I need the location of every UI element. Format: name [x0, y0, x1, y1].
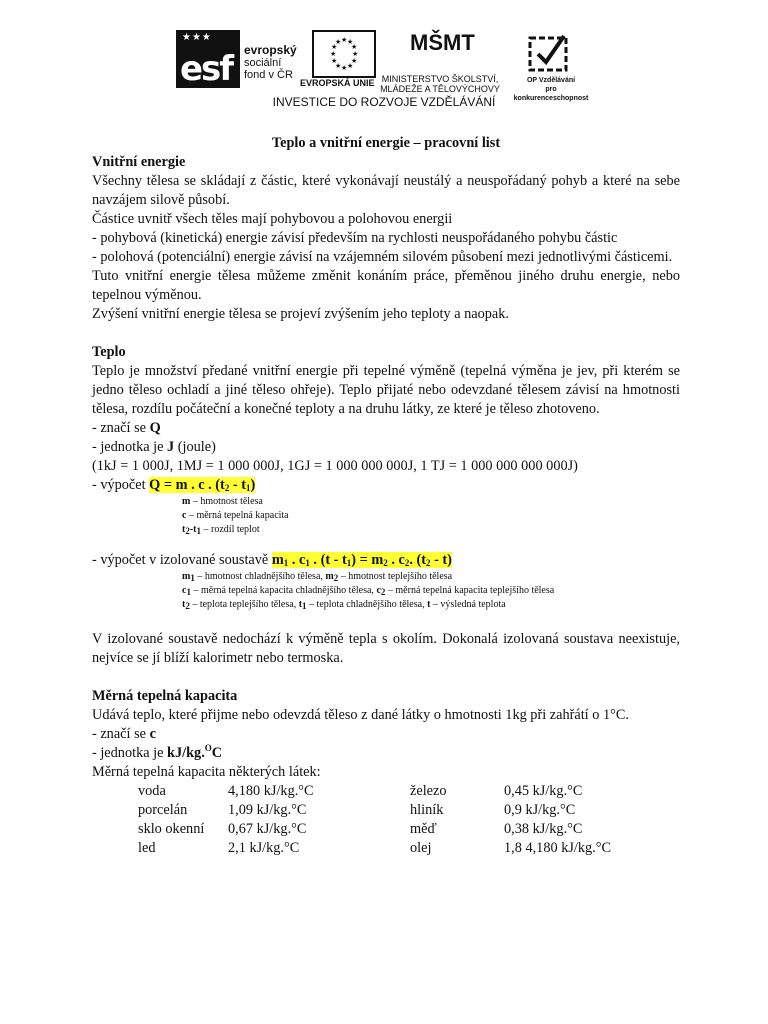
table-cell: led [138, 840, 156, 856]
table-cell: 1,8 4,180 kJ/kg.°C [504, 840, 611, 856]
esf-caption-line: sociální [244, 57, 282, 69]
table-cell: železo [410, 783, 447, 799]
paragraph: Teplo je množství předané vnitřní energie při tepelné výměně (tepelná výměna je jev, při kterém se jedno těleso ochladí a jiné těleso ohřeje). Teplo přijaté nebo odevzdané tělesem závisí na hmotnosti tělesa, rozdílu počáteční a konečné teploty a na druhu látky, ze které je těleso zhotoveno. [92, 363, 680, 417]
msmt-logo-text: MŠMT [410, 30, 475, 55]
table-cell: 0,38 kJ/kg.°C [504, 821, 583, 837]
formula-highlight: Q = m . c . $(t_2 - t_1)$ [149, 477, 256, 493]
paragraph: Zvýšení vnitřní energie tělesa se projeví zvýšením jeho teploty a naopak. [92, 306, 510, 322]
unit-line: - jednotka je kJ/kg.$^O$C [92, 743, 223, 761]
table-cell: 1,09 kJ/kg.°C [228, 802, 307, 818]
svg-text:★: ★ [335, 62, 342, 70]
table-cell: porcelán [138, 802, 188, 818]
table-cell: olej [410, 840, 432, 856]
table-cell: 2,1 kJ/kg.°C [228, 840, 300, 856]
section-heading: Teplo [92, 344, 126, 360]
table-cell: hliník [410, 802, 444, 818]
table-cell: 0,67 kJ/kg.°C [228, 821, 307, 837]
formula-highlight: $m_1$ . $c_1$ . $(t - t_1) = m_2$ . $c_2$. $(t_2 - t)$ [271, 552, 452, 568]
esf-stars-icon: ★★★ [182, 32, 212, 43]
paragraph: Udává teplo, které přijme nebo odevzdá těleso z dané látky o hmotnosti 1kg při zahřátí o 1°C. [92, 707, 629, 723]
svg-text:★: ★ [331, 43, 338, 51]
svg-text:★: ★ [347, 62, 354, 70]
svg-text:★: ★ [352, 50, 359, 58]
paragraph: Tuto vnitřní energie tělesa můžeme změnit konáním práce, přeměnou jiného druhu energie, nebo tepelnou výměnou. [92, 268, 680, 303]
esf-logo [176, 30, 240, 88]
formula-line-isolated: - výpočet v izolované soustavě $m_1$ . $c_1$ . $(t - t_1) = m_2$ . $c_2$. $(t_2 - t)$ [92, 552, 452, 568]
paragraph: V izolované soustavě nedochází k výměně tepla s okolím. Dokonalá izolovaná soustava neexistuje, nejvíce se jí blíží kalorimetr nebo termoska. [92, 631, 680, 666]
op-caption-line: pro konkurenceschopnost [513, 86, 589, 102]
eu-flag-icon [312, 30, 376, 78]
svg-text:★: ★ [351, 43, 358, 51]
table-row [138, 820, 644, 839]
table-row [138, 782, 644, 801]
table-cell: sklo okenní [138, 821, 205, 837]
symbol-line: - značí se Q [92, 420, 161, 436]
eu-caption: EVROPSKÁ UNIE [300, 78, 375, 88]
svg-text:★: ★ [330, 50, 337, 58]
heat-capacity-table [138, 782, 644, 858]
svg-text:★: ★ [335, 38, 342, 46]
table-cell: voda [138, 783, 166, 799]
unit-line: - jednotka je J (joule) [92, 439, 216, 455]
section-heading: Měrná tepelná kapacita [92, 688, 238, 704]
paragraph: Všechny tělesa se skládají z částic, které vykonávají neustálý a neuspořádaný pohyb a které na sebe navzájem silově působí. [92, 173, 680, 208]
msmt-caption [380, 74, 500, 94]
svg-text:★: ★ [341, 64, 348, 72]
paragraph: - polohová (potenciální) energie závisí na vzájemném silovém působení mezi jednotlivými částicemi. [92, 249, 673, 265]
table-intro: Měrná tepelná kapacita některých látek: [92, 764, 321, 780]
section-heading: Vnitřní energie [92, 154, 186, 170]
table-cell: 4,180 kJ/kg.°C [228, 783, 314, 799]
op-logo-icon [524, 28, 572, 74]
svg-text:★: ★ [341, 36, 348, 44]
conversion-line: (1kJ = 1 000J, 1MJ = 1 000 000J, 1GJ = 1 000 000 000J, 1 TJ = 1 000 000 000 000J) [92, 458, 578, 474]
esf-logo-text: esf [180, 49, 233, 89]
formula-legend: m – hmotnost tělesa c – měrná tepelná kapacita $t_2-t_1$ – rozdíl teplot [182, 496, 289, 536]
svg-text:★: ★ [331, 57, 338, 65]
msmt-logo-icon [408, 28, 475, 72]
paragraph: - pohybová (kinetická) energie závisí především na rychlosti neuspořádaného pohybu částic [92, 230, 618, 246]
svg-text:★: ★ [351, 57, 358, 65]
header-logos [172, 24, 596, 116]
formula-line: - výpočet Q = m . c . $(t_2 - t_1)$ [92, 477, 256, 493]
symbol-line: - značí se c [92, 726, 156, 742]
table-row [138, 839, 644, 858]
esf-caption [244, 44, 297, 81]
worksheet [92, 134, 680, 858]
op-caption-line: OP Vzdělávání [526, 77, 576, 84]
formula-legend-isolated: $m_1$ – hmotnost chladnějšího tělesa, $m_2$ – hmotnost teplejšího tělesa $c_1$ – měrná tepelná kapacita chladnějšího tělesa, $c_2$ – měrná tepelná kapacita teplejšího tělesa $t_2$ – teplota teplejšího tělesa, $t_1$ – teplota chladnějšího tělesa, t – výsledná teplota [182, 571, 555, 611]
msmt-caption-line: MLÁDEŽE A TĚLOVÝCHOVY [380, 84, 500, 94]
table-cell: měď [410, 821, 437, 837]
svg-text:★: ★ [347, 38, 354, 46]
table-cell: 0,45 kJ/kg.°C [504, 783, 583, 799]
msmt-caption-line: MINISTERSTVO ŠKOLSTVÍ, [381, 74, 499, 84]
investice-banner: INVESTICE DO ROZVOJE VZDĚLÁVÁNÍ [272, 95, 496, 109]
table-row [138, 801, 644, 820]
esf-caption-line: evropský [244, 43, 297, 57]
paragraph: Částice uvnitř všech těles mají pohybovou a polohovou energii [92, 211, 453, 227]
table-cell: 0,9 kJ/kg.°C [504, 802, 576, 818]
page-title: Teplo a vnitřní energie – pracovní list [271, 135, 501, 151]
esf-caption-line: fond v ČR [244, 69, 293, 81]
